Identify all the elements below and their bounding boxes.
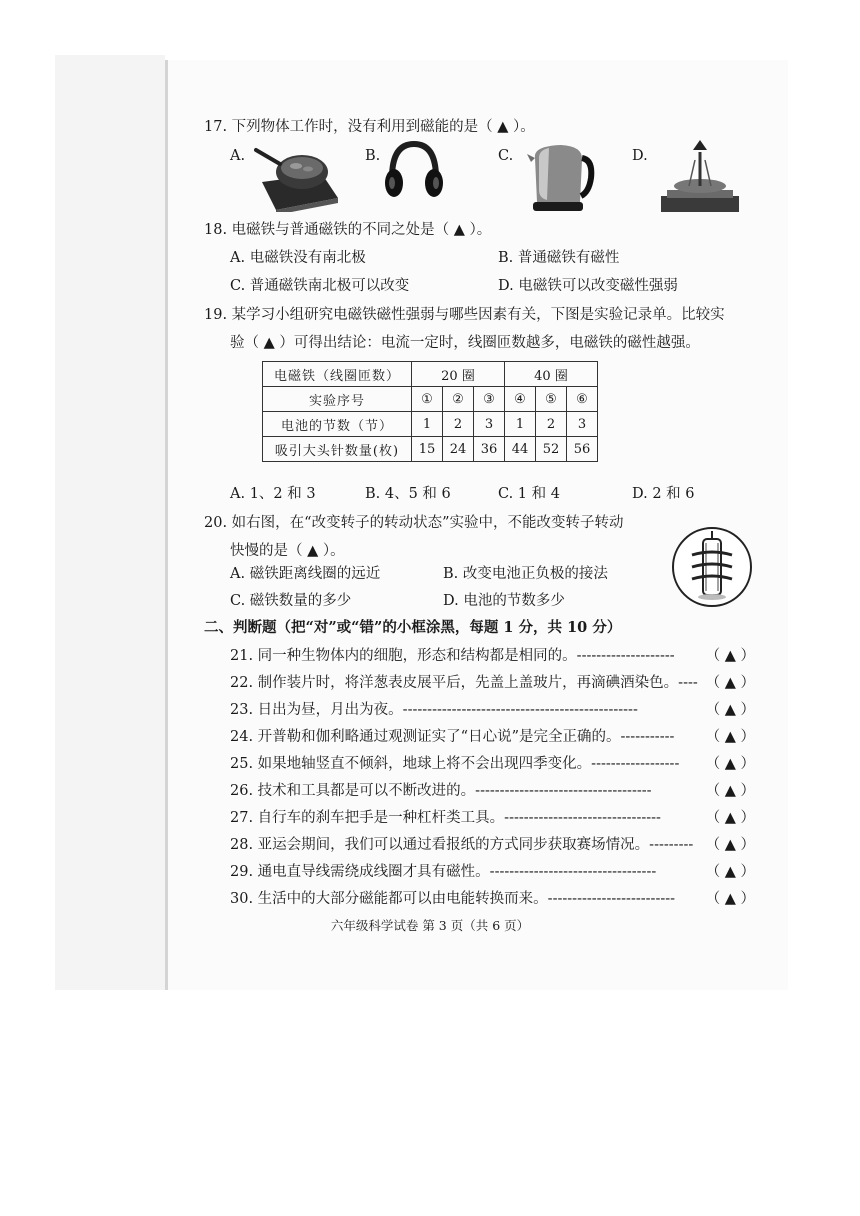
answer-box[interactable]: （ ▲ ） (705, 702, 755, 718)
table-cell: 40 圈 (505, 362, 598, 387)
table-cell: 24 (443, 437, 474, 462)
judgment-text: 24. 开普勒和伽利略通过观测证实了“日心说”是完全正确的。----------- (230, 729, 675, 745)
table-row (263, 412, 598, 437)
q17-option-a: A. (230, 148, 246, 164)
q19-option-b: B. 4、5 和 6 (365, 486, 451, 502)
judgment-text: 23. 日出为昼，月出为夜。------------------------------------------------ (230, 702, 638, 718)
q17-option-b: B. (365, 148, 381, 164)
q17-option-c: C. (498, 148, 514, 164)
table-cell: 56 (567, 437, 598, 462)
q20-stem-line1: 20. 如右图，在“改变转子的转动状态”实验中，不能改变转子转动 (204, 515, 624, 531)
table-row (263, 362, 598, 387)
table-cell: 1 (505, 412, 536, 437)
page-footer: 六年级科学试卷 第 3 页（共 6 页） (330, 918, 530, 933)
judgment-text: 30. 生活中的大部分磁能都可以由电能转换而来。-------------------------- (230, 891, 676, 907)
q17-option-d: D. (632, 148, 648, 164)
q19-stem-line2: 验（ ▲ ）可得出结论：电流一定时，线圈匝数越多，电磁铁的磁性越强。 (230, 335, 700, 351)
answer-box[interactable]: （ ▲ ） (705, 675, 755, 691)
table-cell: 3 (474, 412, 505, 437)
scan-margin (55, 55, 165, 990)
q19-option-c: C. 1 和 4 (498, 486, 560, 502)
table-cell: ⑤ (536, 387, 567, 412)
q19-stem-line1: 19. 某学习小组研究电磁铁磁性强弱与哪些因素有关，下图是实验记录单。比较实 (204, 307, 725, 323)
table-cell: ⑥ (567, 387, 598, 412)
q18-stem: 18. 电磁铁与普通磁铁的不同之处是（ ▲ ）。 (204, 222, 492, 238)
judgment-text: 21. 同一种生物体内的细胞，形态和结构都是相同的。-------------------- (230, 648, 675, 664)
judgment-text: 27. 自行车的刹车把手是一种杠杆类工具。-------------------------------- (230, 810, 661, 826)
table-cell: 1 (412, 412, 443, 437)
table-cell: 2 (443, 412, 474, 437)
table-cell: 20 圈 (412, 362, 505, 387)
answer-box[interactable]: （ ▲ ） (705, 729, 755, 745)
table-cell: ④ (505, 387, 536, 412)
answer-box[interactable]: （ ▲ ） (705, 648, 755, 664)
answer-box[interactable]: （ ▲ ） (705, 810, 755, 826)
q19-option-a: A. 1、2 和 3 (230, 486, 316, 502)
answer-box[interactable]: （ ▲ ） (705, 756, 755, 772)
q20-option-d: D. 电池的节数多少 (443, 593, 565, 609)
answer-box[interactable]: （ ▲ ） (705, 837, 755, 853)
q18-option-b: B. 普通磁铁有磁性 (498, 250, 620, 266)
table-row (263, 387, 598, 412)
q20-option-c: C. 磁铁数量的多少 (230, 593, 352, 609)
answer-box[interactable]: （ ▲ ） (705, 891, 755, 907)
q20-option-b: B. 改变电池正负极的接法 (443, 566, 608, 582)
answer-box[interactable]: （ ▲ ） (705, 864, 755, 880)
table-cell: 2 (536, 412, 567, 437)
rotor-experiment-icon (670, 525, 754, 609)
induction-cooker-icon (250, 140, 340, 212)
q20-stem-line2: 快慢的是（ ▲ ）。 (230, 543, 345, 559)
judgment-text: 28. 亚运会期间，我们可以通过看报纸的方式同步获取赛场情况。--------- (230, 837, 694, 853)
table-cell: 15 (412, 437, 443, 462)
judgment-text: 26. 技术和工具都是可以不断改进的。------------------------------------ (230, 783, 652, 799)
table-cell: 3 (567, 412, 598, 437)
q18-option-a: A. 电磁铁没有南北极 (230, 250, 366, 266)
table-cell: ③ (474, 387, 505, 412)
headphones-icon (382, 140, 446, 202)
judgment-text: 25. 如果地轴竖直不倾斜，地球上将不会出现四季变化。------------------ (230, 756, 680, 772)
judgment-text: 29. 通电直导线需绕成线圈才具有磁性。---------------------------------- (230, 864, 657, 880)
table-cell: ① (412, 387, 443, 412)
q18-option-c: C. 普通磁铁南北极可以改变 (230, 278, 410, 294)
judgment-text: 22. 制作装片时，将洋葱表皮展平后，先盖上盖玻片，再滴碘酒染色。---- (230, 675, 698, 691)
table-cell: 52 (536, 437, 567, 462)
q20-option-a: A. 磁铁距离线圈的远近 (230, 566, 381, 582)
table-cell: 吸引大头针数量(枚) (263, 437, 412, 462)
maglev-model-icon (655, 138, 745, 218)
table-cell: 电磁铁（线圈匝数） (263, 362, 412, 387)
section-2-title: 二、判断题（把“对”或“错”的小框涂黑，每题 1 分，共 10 分） (204, 619, 622, 636)
electric-kettle-icon (525, 140, 595, 216)
experiment-record-table (262, 361, 598, 462)
table-cell: 44 (505, 437, 536, 462)
table-row (263, 437, 598, 462)
table-cell: 36 (474, 437, 505, 462)
table-cell: ② (443, 387, 474, 412)
q17-stem: 17. 下列物体工作时，没有利用到磁能的是（ ▲ ）。 (204, 119, 535, 135)
answer-box[interactable]: （ ▲ ） (705, 783, 755, 799)
table-cell: 实验序号 (263, 387, 412, 412)
q18-option-d: D. 电磁铁可以改变磁性强弱 (498, 278, 678, 294)
table-cell: 电池的节数（节） (263, 412, 412, 437)
q19-option-d: D. 2 和 6 (632, 486, 695, 502)
